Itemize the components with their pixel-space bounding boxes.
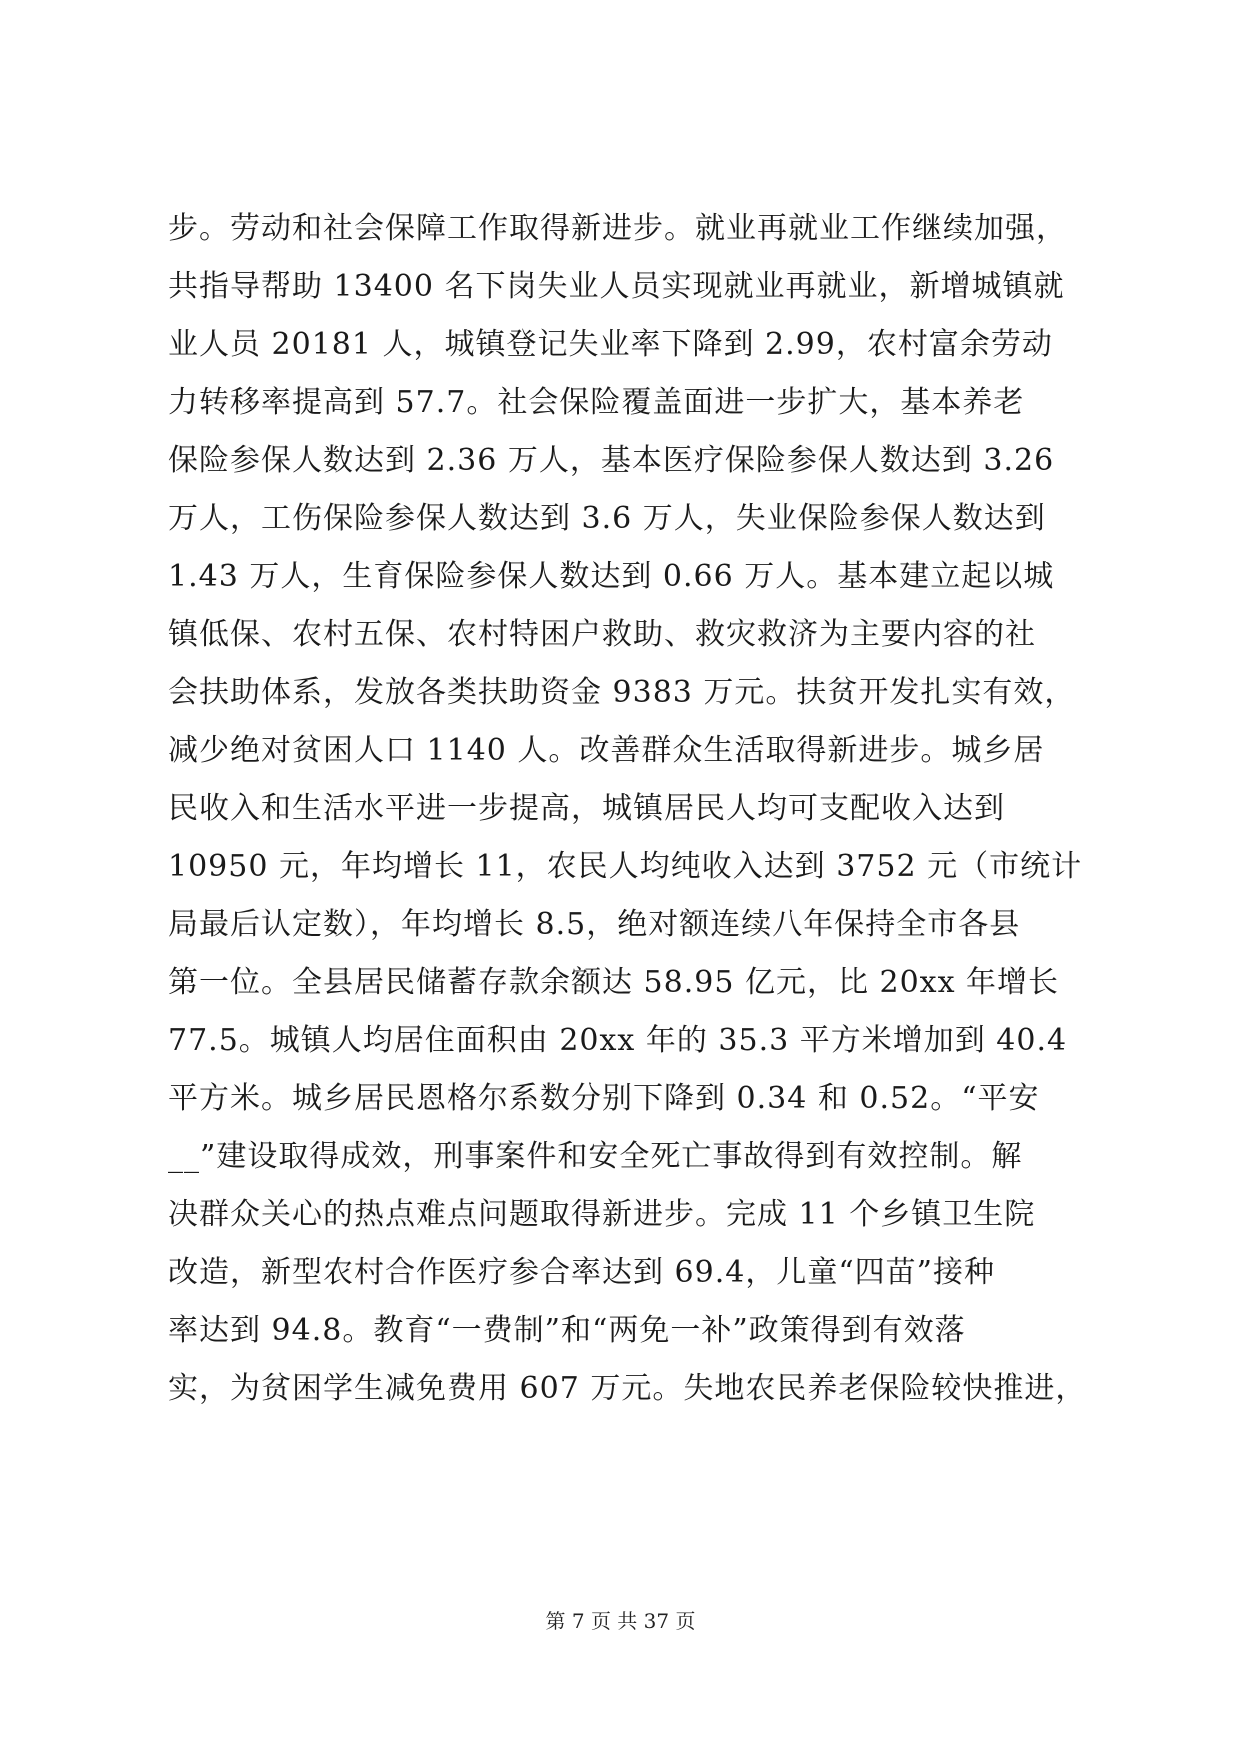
text-line: 局最后认定数），年均增长 8.5，绝对额连续八年保持全市各县 bbox=[168, 907, 1021, 942]
text-line: 改造，新型农村合作医疗参合率达到 69.4，儿童“四苗”接种 bbox=[168, 1255, 996, 1290]
text-line: 率达到 94.8。教育“一费制”和“两免一补”政策得到有效落 bbox=[168, 1313, 966, 1348]
text-line: 业人员 20181 人，城镇登记失业率下降到 2.99，农村富余劳动 bbox=[168, 327, 1053, 362]
text-line: __”建设取得成效，刑事案件和安全死亡事故得到有效控制。解 bbox=[168, 1139, 1023, 1174]
text-line: 会扶助体系，发放各类扶助资金 9383 万元。扶贫开发扎实有效， bbox=[168, 675, 1076, 710]
text-line: 决群众关心的热点难点问题取得新进步。完成 11 个乡镇卫生院 bbox=[168, 1197, 1036, 1232]
text-line: 共指导帮助 13400 名下岗失业人员实现就业再就业，新增城镇就 bbox=[168, 269, 1065, 304]
text-line: 万人，工伤保险参保人数达到 3.6 万人，失业保险参保人数达到 bbox=[168, 501, 1046, 536]
text-line: 10950 元，年均增长 11，农民人均纯收入达到 3752 元（市统计 bbox=[168, 849, 1083, 884]
page-number-footer: 第 7 页 共 37 页 bbox=[545, 1609, 696, 1633]
text-line: 减少绝对贫困人口 1140 人。改善群众生活取得新进步。城乡居 bbox=[168, 733, 1045, 768]
text-line: 第一位。全县居民储蓄存款余额达 58.95 亿元，比 20xx 年增长 bbox=[168, 965, 1060, 1000]
text-line: 77.5。城镇人均居住面积由 20xx 年的 35.3 平方米增加到 40.4 bbox=[168, 1023, 1068, 1058]
text-line: 保险参保人数达到 2.36 万人，基本医疗保险参保人数达到 3.26 bbox=[168, 443, 1055, 478]
body-text bbox=[168, 200, 1088, 1418]
text-line: 1.43 万人，生育保险参保人数达到 0.66 万人。基本建立起以城 bbox=[168, 559, 1055, 594]
text-line: 实，为贫困学生减免费用 607 万元。失地农民养老保险较快推进， bbox=[168, 1371, 1087, 1406]
text-line: 平方米。城乡居民恩格尔系数分别下降到 0.34 和 0.52。“平安 bbox=[168, 1081, 1040, 1116]
text-line: 镇低保、农村五保、农村特困户救助、救灾救济为主要内容的社 bbox=[168, 617, 1036, 652]
text-line: 力转移率提高到 57.7。社会保险覆盖面进一步扩大，基本养老 bbox=[168, 385, 1025, 420]
text-line: 步。劳动和社会保障工作取得新进步。就业再就业工作继续加强， bbox=[168, 211, 1067, 246]
text-line: 民收入和生活水平进一步提高，城镇居民人均可支配收入达到 bbox=[168, 791, 1005, 826]
